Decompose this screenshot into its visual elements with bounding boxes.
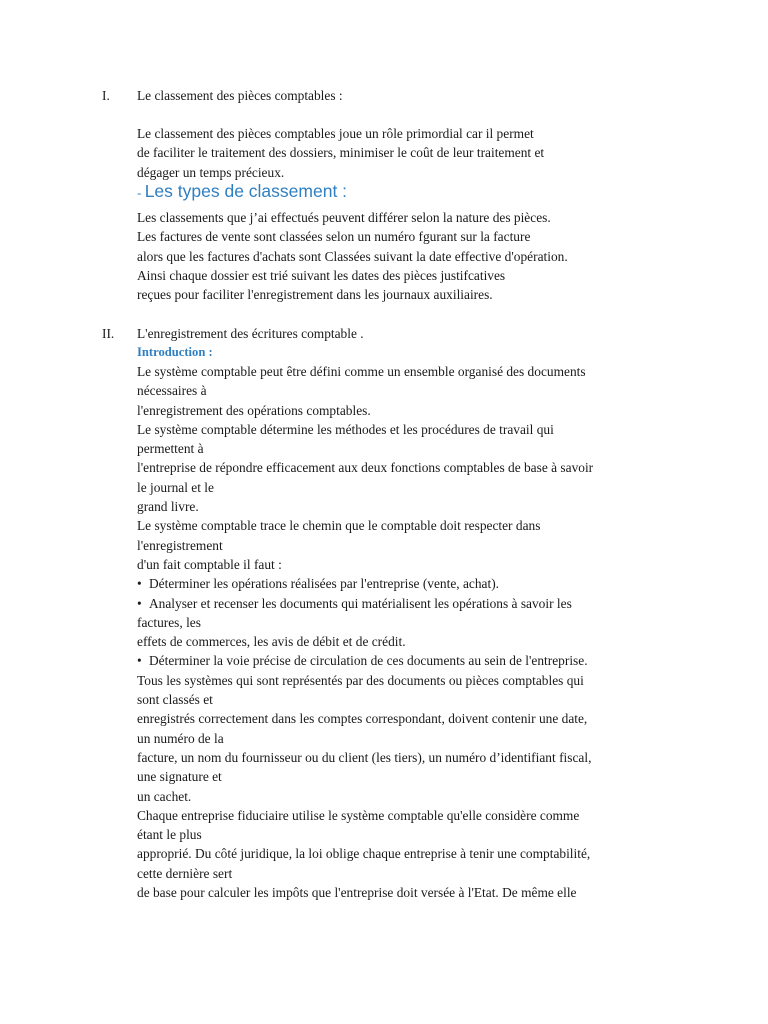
bullet-icon: • bbox=[137, 653, 142, 669]
text-line: de faciliter le traitement des dossiers, minimiser le coût de leur traitement et bbox=[137, 145, 545, 161]
text-line: le journal et le bbox=[137, 479, 214, 495]
bullet-item bbox=[137, 574, 677, 593]
text-line: Le système comptable peut être défini comme un ensemble organisé des documents bbox=[137, 364, 586, 379]
text-line: Les classements que j’ai effectués peuvent différer selon la nature des pièces. bbox=[137, 210, 551, 225]
bullet-item bbox=[137, 594, 677, 613]
text-line: Chaque entreprise fiduciaire utilise le système comptable qu'elle considère comme bbox=[137, 807, 580, 823]
text-line: d'un fait comptable il faut : bbox=[137, 556, 282, 572]
bullet-icon: • bbox=[137, 595, 142, 611]
text-line: reçues pour faciliter l'enregistrement dans les journaux auxiliaires. bbox=[137, 287, 493, 303]
text-line: l'enregistrement bbox=[137, 537, 223, 553]
text-line: l'enregistrement des opérations comptables. bbox=[137, 402, 371, 418]
text-line: nécessaires à bbox=[137, 383, 207, 399]
text-line: Le système comptable trace le chemin que le comptable doit respecter dans bbox=[137, 518, 541, 534]
text-line: grand livre. bbox=[137, 499, 199, 515]
text-line: alors que les factures d'achats sont Classées suivant la date effective d'opération. bbox=[137, 248, 568, 264]
section-1-numeral: I. bbox=[102, 88, 110, 103]
text-line: un numéro de la bbox=[137, 730, 224, 746]
section-1-title: Le classement des pièces comptables : bbox=[137, 88, 343, 103]
text-line: permettent à bbox=[137, 441, 204, 457]
text-line: l'entreprise de répondre efficacement aux deux fonctions comptables de base à savoir bbox=[137, 460, 594, 476]
text-line: sont classés et bbox=[137, 692, 213, 708]
text-line: cette dernière sert bbox=[137, 865, 233, 881]
bullet-icon: • bbox=[137, 576, 142, 592]
text-line: une signature et bbox=[137, 769, 222, 785]
subheading-dash: - bbox=[137, 185, 142, 200]
text-line: Le classement des pièces comptables joue un rôle primordial car il permet bbox=[137, 126, 534, 141]
text-line: factures, les bbox=[137, 614, 201, 630]
text-line: effets de commerces, les avis de débit et de crédit. bbox=[137, 634, 406, 650]
text-line: Ainsi chaque dossier est trié suivant les dates des pièces justifcatives bbox=[137, 267, 506, 283]
text-line: enregistrés correctement dans les comptes correspondant, doivent contenir une date, bbox=[137, 711, 588, 727]
section-2-body bbox=[137, 362, 677, 902]
bullet-item bbox=[137, 651, 677, 670]
text-line: Tous les systèmes qui sont représentés par des documents ou pièces comptables qui bbox=[137, 672, 584, 688]
subheading-types-de-classement bbox=[137, 182, 347, 202]
text-line: Les factures de vente sont classées selon un numéro fgurant sur la facture bbox=[137, 229, 531, 245]
text-line: approprié. Du côté juridique, la loi oblige chaque entreprise à tenir une comptabilité, bbox=[137, 846, 591, 862]
subheading-text: Les types de classement : bbox=[144, 181, 348, 201]
bullet-text: Déterminer les opérations réalisées par l'entreprise (vente, achat). bbox=[149, 576, 500, 592]
text-line: Le système comptable détermine les méthodes et les procédures de travail qui bbox=[137, 421, 554, 437]
section-2-title: L'enregistrement des écritures comptable . bbox=[137, 326, 364, 341]
types-paragraph bbox=[137, 208, 677, 304]
bullet-text: Analyser et recenser les documents qui matérialisent les opérations à savoir les bbox=[149, 595, 572, 611]
text-line: de base pour calculer les impôts que l'entreprise doit versée à l'Etat. De même elle bbox=[137, 885, 577, 901]
text-line: facture, un nom du fournisseur ou du client (les tiers), un numéro d’identifiant fiscal, bbox=[137, 749, 592, 765]
introduction-label: Introduction : bbox=[137, 345, 213, 359]
text-line: un cachet. bbox=[137, 788, 192, 804]
section-2-numeral: II. bbox=[102, 326, 115, 341]
text-line: dégager un temps précieux. bbox=[137, 164, 285, 180]
bullet-text: Déterminer la voie précise de circulation de ces documents au sein de l'entreprise. bbox=[149, 653, 588, 669]
text-line: étant le plus bbox=[137, 827, 202, 843]
section-1-paragraph bbox=[137, 124, 677, 182]
